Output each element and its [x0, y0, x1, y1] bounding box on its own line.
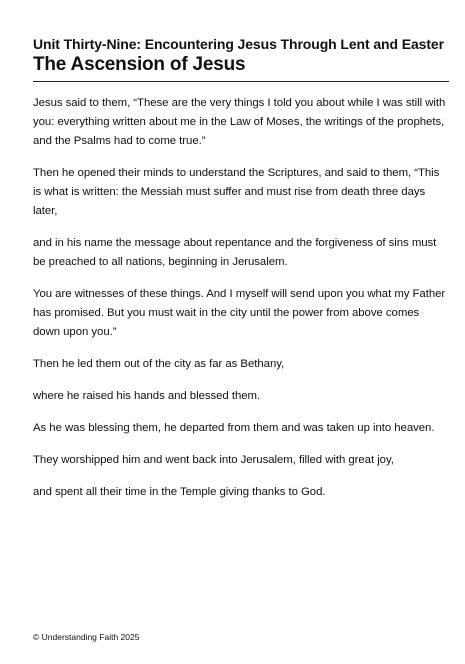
paragraph: Then he opened their minds to understand the Scriptures, and said to them, “This is what is written: the Messiah must suffer and must rise from death three days later, — [33, 167, 440, 217]
paragraph: and spent all their time in the Temple giving thanks to God. — [33, 486, 326, 498]
paragraph: Jesus said to them, “These are the very things I told you about while I was still with you: everything written about me in the Law of Moses, the writings of the prophets, and the Psalms had to come true.” — [33, 97, 446, 147]
paragraph: Then he led them out of the city as far as Bethany, — [33, 358, 285, 370]
paragraph: They worshipped him and went back into Jerusalem, filled with great joy, — [33, 454, 394, 466]
copyright-footer: © Understanding Faith 2025 — [33, 632, 140, 642]
paragraph: and in his name the message about repentance and the forgiveness of sins must be preached to all nations, beginning in Jerusalem. — [33, 237, 437, 268]
document-page — [33, 35, 449, 515]
paragraph: where he raised his hands and blessed them. — [33, 390, 261, 402]
paragraph: As he was blessing them, he departed from them and was taken up into heaven. — [33, 422, 435, 434]
scripture-text — [33, 94, 449, 502]
unit-title: Unit Thirty-Nine: Encountering Jesus Through Lent and Easter — [33, 36, 444, 52]
lesson-title: The Ascension of Jesus — [33, 53, 449, 82]
paragraph: You are witnesses of these things. And I myself will send upon you what my Father has promised. But you must wait in the city until the power from above comes down upon you.” — [33, 288, 446, 338]
